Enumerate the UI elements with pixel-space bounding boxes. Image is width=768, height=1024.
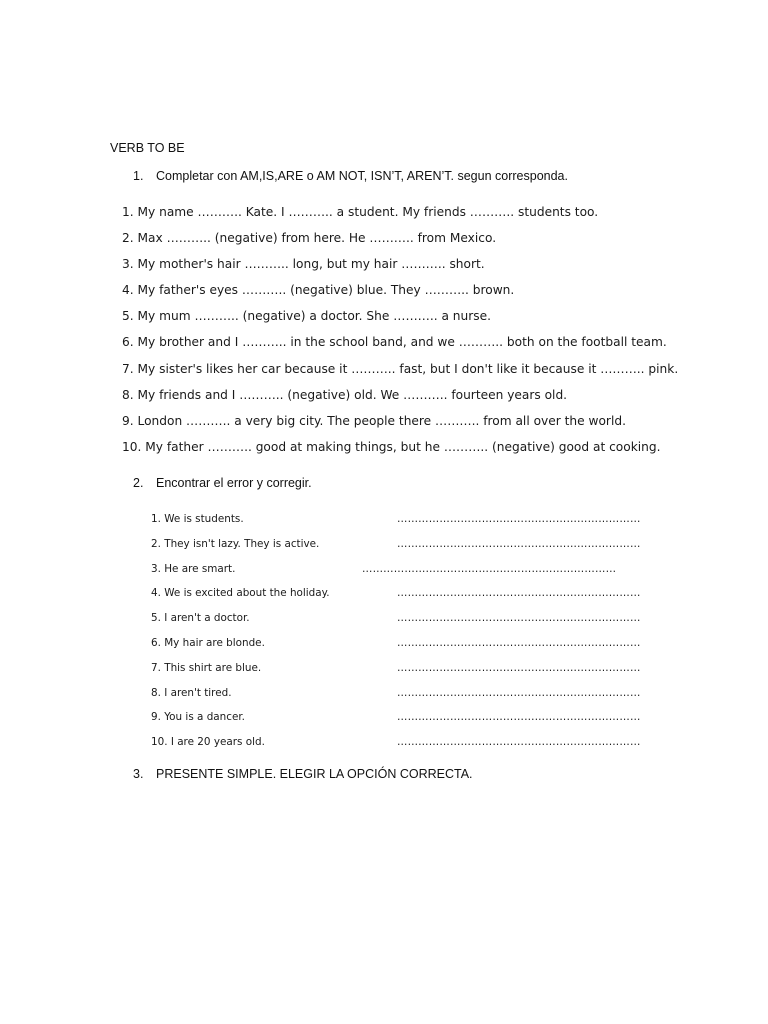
answer-blank: …………………………………………………………… (397, 513, 641, 525)
answer-blank: ……………………………………………………………… (362, 562, 617, 575)
section-1-exercise-list (122, 202, 742, 463)
answer-blank: …………………………………………………………… (397, 736, 641, 749)
exercise-2-item-9 (151, 708, 671, 733)
answer-blank: …………………………………………………………… (397, 537, 641, 550)
section-2-exercise-list (151, 510, 671, 758)
exercise-1-item-4: 4. My father's eyes ……….. (negative) blue. They ……….. brown. (122, 283, 515, 298)
section-3-heading-text: PRESENTE SIMPLE. ELEGIR LA OPCIÓN CORRECTA. (156, 767, 473, 781)
section-2-heading (133, 476, 312, 490)
sentence-text: 1. We is students. (151, 513, 244, 525)
exercise-2-item-8 (151, 684, 671, 709)
exercise-1-item-5: 5. My mum ……….. (negative) a doctor. She ……….. a nurse. (122, 309, 491, 324)
answer-blank: …………………………………………………………… (397, 686, 641, 699)
exercise-1-item-7: 7. My sister's likes her car because it ……….. fast, but I don't like it because it ……….. pink. (122, 361, 679, 376)
answer-blank: …………………………………………………………… (397, 711, 641, 724)
sentence-text: 6. My hair are blonde. (151, 636, 265, 649)
exercise-1-item-6: 6. My brother and I ……….. in the school band, and we ……….. both on the football team. (122, 335, 667, 350)
exercise-2-item-5 (151, 609, 671, 634)
exercise-1-item-1: 1. My name ……….. Kate. I ……….. a student. My friends ……….. students too. (122, 205, 599, 219)
sentence-text: 9. You is a dancer. (151, 711, 245, 724)
sentence-text: 10. I are 20 years old. (151, 736, 265, 749)
sentence-text: 4. We is excited about the holiday. (151, 587, 330, 600)
exercise-2-item-6 (151, 634, 671, 659)
exercise-1-item-2: 2. Max ……….. (negative) from here. He ……….. from Mexico. (122, 231, 497, 246)
section-3-number: 3. (133, 767, 144, 781)
answer-blank: …………………………………………………………… (397, 612, 641, 625)
exercise-2-item-3 (151, 560, 671, 585)
exercise-2-item-7 (151, 659, 671, 684)
exercise-2-item-1 (151, 510, 671, 535)
exercise-2-item-4 (151, 584, 671, 609)
section-2-number: 2. (133, 476, 144, 490)
answer-blank: …………………………………………………………… (397, 636, 641, 649)
exercise-1-item-9: 9. London ……….. a very big city. The people there ……….. from all over the world. (122, 413, 626, 428)
sentence-text: 8. I aren't tired. (151, 686, 232, 699)
section-3-heading (133, 767, 473, 781)
exercise-2-item-2 (151, 535, 671, 560)
exercise-1-item-10: 10. My father ……….. good at making things, but he ……….. (negative) good at cooking. (122, 439, 661, 454)
sentence-text: 7. This shirt are blue. (151, 661, 262, 674)
exercise-2-item-10 (151, 733, 671, 758)
sentence-text: 5. I aren't a doctor. (151, 612, 250, 625)
section-1-heading-text: Completar con AM,IS,ARE o AM NOT, ISN’T, AREN’T. segun corresponda. (156, 169, 568, 183)
sentence-text: 2. They isn't lazy. They is active. (151, 537, 320, 550)
exercise-1-item-8: 8. My friends and I ……….. (negative) old. We ……….. fourteen years old. (122, 387, 568, 402)
section-1-number: 1. (133, 169, 144, 183)
worksheet-title: VERB TO BE (110, 141, 185, 155)
answer-blank: …………………………………………………………… (397, 661, 641, 674)
exercise-1-item-3: 3. My mother's hair ……….. long, but my hair ……….. short. (122, 257, 485, 272)
answer-blank: …………………………………………………………… (397, 587, 641, 600)
section-2-heading-text: Encontrar el error y corregir. (156, 476, 312, 490)
sentence-text: 3. He are smart. (151, 562, 236, 575)
section-1-heading (133, 169, 568, 183)
